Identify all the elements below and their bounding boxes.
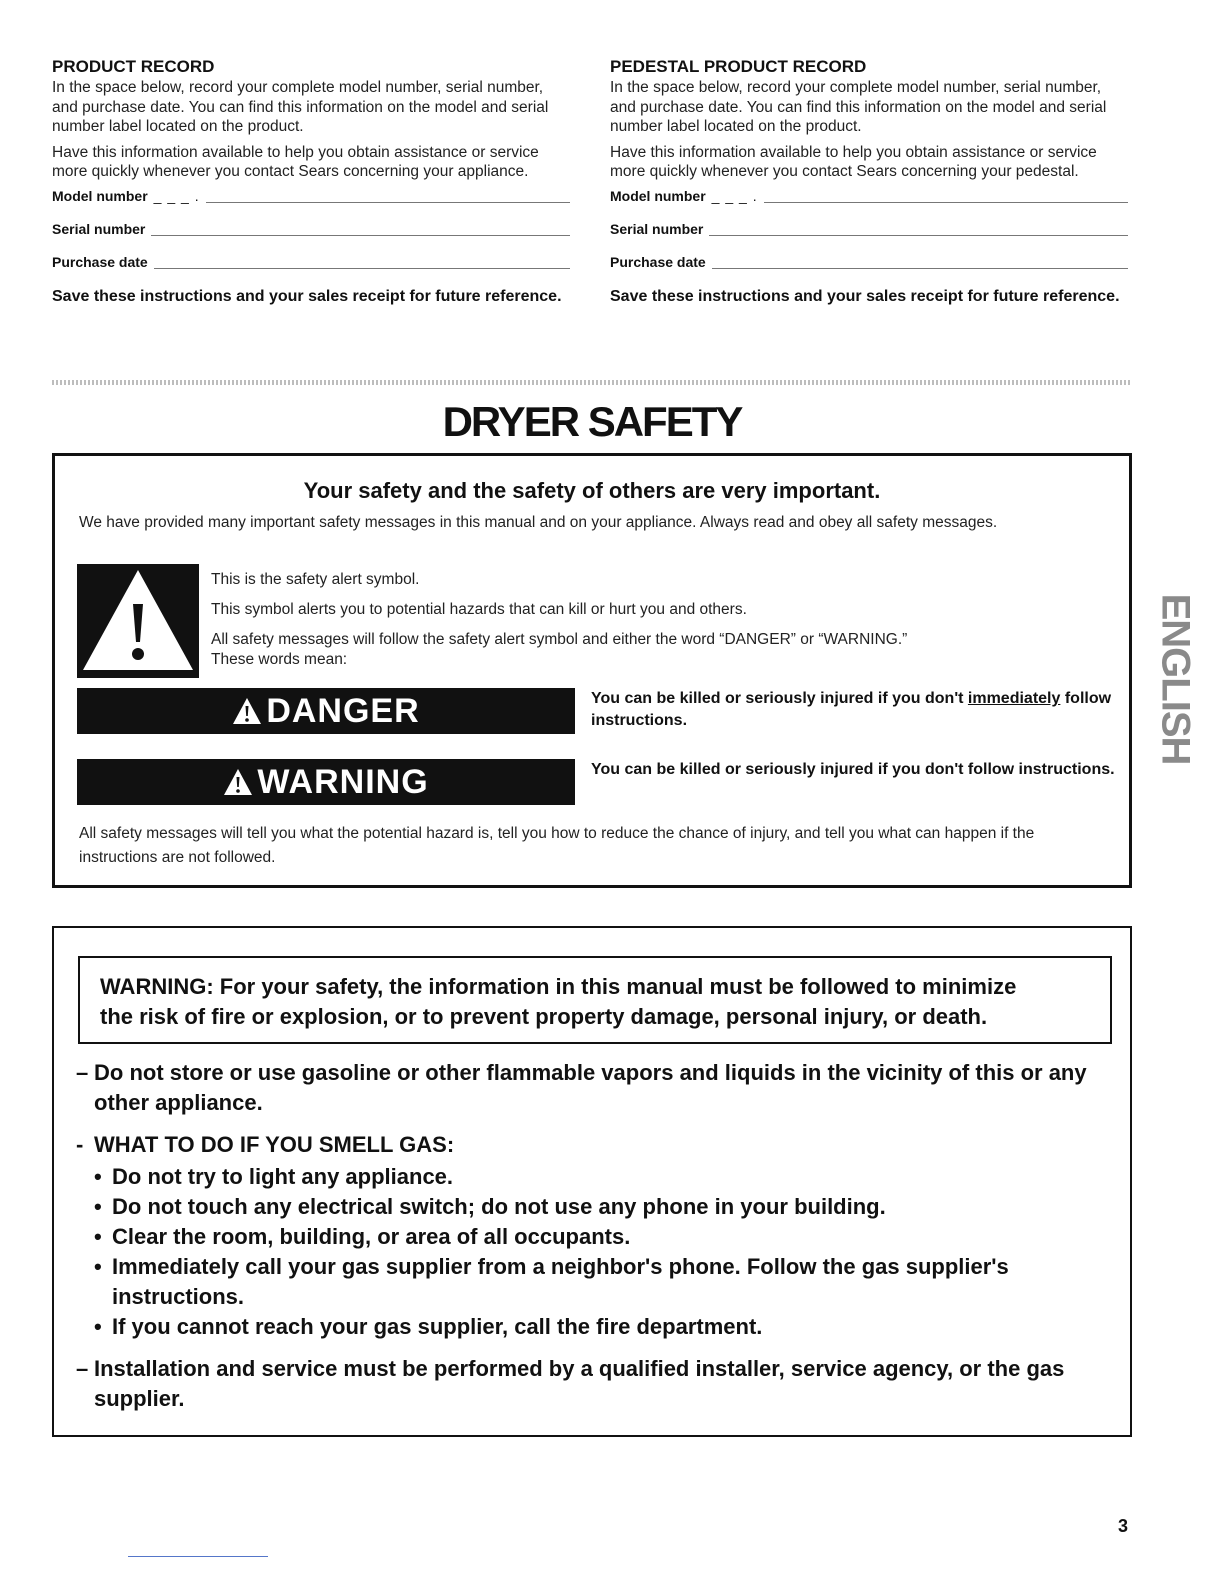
gas-warning-item-2-text: WHAT TO DO IF YOU SMELL GAS: — [94, 1132, 455, 1157]
safety-info-box — [52, 453, 1132, 888]
pedestal-record-heading: PEDESTAL PRODUCT RECORD — [610, 57, 867, 76]
warning-description: You can be killed or seriously injured if you don't follow instructions. — [591, 761, 1115, 778]
alert-line-2: This symbol alerts you to potential hazards that can kill or hurt you and others. — [211, 601, 747, 618]
gas-warning-box — [52, 926, 1132, 1437]
danger-signal-bar — [77, 688, 575, 734]
gas-warning-item-3-text: Installation and service must be performed by a qualified installer, service agency, or the gas supplier. — [94, 1356, 1065, 1411]
pedestal-serial-number-field[interactable] — [610, 221, 1128, 254]
safety-heading: Your safety and the safety of others are very important. — [303, 478, 881, 503]
page-number: 3 — [1118, 1516, 1129, 1536]
page-title: DRYER SAFETY — [442, 398, 742, 445]
warning-label: WARNING — [257, 762, 429, 801]
list-item: • Do not touch any electrical switch; do not use any phone in your building. — [94, 1194, 886, 1219]
alert-line-4: These words mean: — [211, 651, 348, 668]
list-item: • Immediately call your gas supplier from a neighbor's phone. Follow the gas supplier's instructions. — [94, 1254, 1009, 1309]
serial-number-field[interactable] — [52, 221, 570, 254]
gas-warning-item-2: - WHAT TO DO IF YOU SMELL GAS: — [76, 1130, 1116, 1160]
serial-number-line — [151, 221, 570, 236]
warning-alert-icon — [223, 768, 253, 796]
alert-line-3: All safety messages will follow the safety alert symbol and either the word “DANGER” or “WARNING.” — [211, 631, 908, 648]
language-tab-label: ENGLISH — [1153, 593, 1198, 765]
safety-outro: All safety messages will tell you what the potential hazard is, tell you how to reduce the chance of injury, and tell you what can happen if the instructions are not followed. — [79, 825, 1035, 866]
pedestal-purchase-date-field[interactable] — [610, 254, 1128, 287]
gas-warning-header-line-2: the risk of fire or explosion, or to prevent property damage, personal injury, or death. — [100, 1004, 988, 1029]
smell-gas-bullets — [94, 1162, 1116, 1342]
gas-warning-list — [76, 1058, 1116, 1426]
model-number-label: Model number — [52, 187, 148, 204]
pedestal-record-para2: Have this information available to help you obtain assistance or service more quickly whenever you contact Sears concerning your pedestal. — [610, 143, 1097, 180]
gas-warning-header — [78, 956, 1112, 1044]
model-number-line — [206, 188, 570, 203]
product-record-heading: PRODUCT RECORD — [52, 57, 215, 76]
serial-number-label: Serial number — [52, 220, 146, 237]
model-number-field[interactable] — [52, 188, 570, 221]
safety-alert-icon — [77, 564, 199, 678]
purchase-date-line — [154, 254, 570, 269]
pedestal-model-number-dashes: _ _ _ . — [711, 187, 758, 204]
safety-intro: We have provided many important safety messages in this manual and on your appliance. Always read and obey all safety messages. — [79, 514, 998, 531]
alert-explanation — [211, 570, 1091, 680]
purchase-date-label: Purchase date — [52, 253, 148, 270]
danger-description — [591, 688, 1131, 732]
list-item: • If you cannot reach your gas supplier, call the fire department. — [94, 1314, 763, 1339]
purchase-date-field[interactable] — [52, 254, 570, 287]
danger-text-b: follow instructions. — [591, 690, 1112, 729]
product-record-para1: In the space below, record your complete model number, serial number, and purchase date. You can find this information on the model and serial number label located on the product. — [52, 79, 549, 135]
pedestal-record — [610, 56, 1128, 307]
save-note: Save these instructions and your sales receipt for future reference. — [52, 287, 562, 305]
gas-warning-header-text — [100, 972, 1016, 1032]
language-tab — [1153, 568, 1198, 790]
danger-text-emphasis: immediately — [967, 690, 1061, 707]
danger-alert-icon — [232, 697, 262, 725]
pedestal-serial-number-line — [709, 221, 1128, 236]
danger-text-a: You can be killed or seriously injured if you don't — [591, 690, 968, 707]
section-divider — [52, 380, 1132, 385]
model-number-dashes: _ _ _ . — [153, 187, 200, 204]
footer-rule — [128, 1556, 268, 1557]
product-record — [52, 56, 570, 307]
gas-warning-item-3: – Installation and service must be performed by a qualified installer, service agency, or the gas supplier. — [76, 1354, 1116, 1414]
list-item: • Clear the room, building, or area of all occupants. — [94, 1224, 631, 1249]
product-record-para2: Have this information available to help you obtain assistance or service more quickly whenever you contact Sears concerning your appliance. — [52, 143, 539, 180]
pedestal-purchase-date-label: Purchase date — [610, 253, 706, 270]
pedestal-model-number-field[interactable] — [610, 188, 1128, 221]
warning-signal-bar — [77, 759, 575, 805]
pedestal-save-note: Save these instructions and your sales receipt for future reference. — [610, 287, 1120, 305]
gas-warning-item-1: – Do not store or use gasoline or other flammable vapors and liquids in the vicinity of this or any other appliance. — [76, 1058, 1116, 1118]
danger-label: DANGER — [266, 691, 420, 730]
gas-warning-header-line-1: WARNING: For your safety, the information in this manual must be followed to minimize — [100, 974, 1017, 999]
list-item: • Do not try to light any appliance. — [94, 1164, 454, 1189]
pedestal-model-number-label: Model number — [610, 187, 706, 204]
pedestal-model-number-line — [764, 188, 1128, 203]
pedestal-record-para1: In the space below, record your complete model number, serial number, and purchase date. You can find this information on the model and serial number label located on the product. — [610, 79, 1107, 135]
gas-warning-item-1-text: Do not store or use gasoline or other flammable vapors and liquids in the vicinity of this or any other appliance. — [94, 1060, 1087, 1115]
pedestal-serial-number-label: Serial number — [610, 220, 704, 237]
pedestal-purchase-date-line — [712, 254, 1128, 269]
alert-line-1: This is the safety alert symbol. — [211, 571, 420, 588]
